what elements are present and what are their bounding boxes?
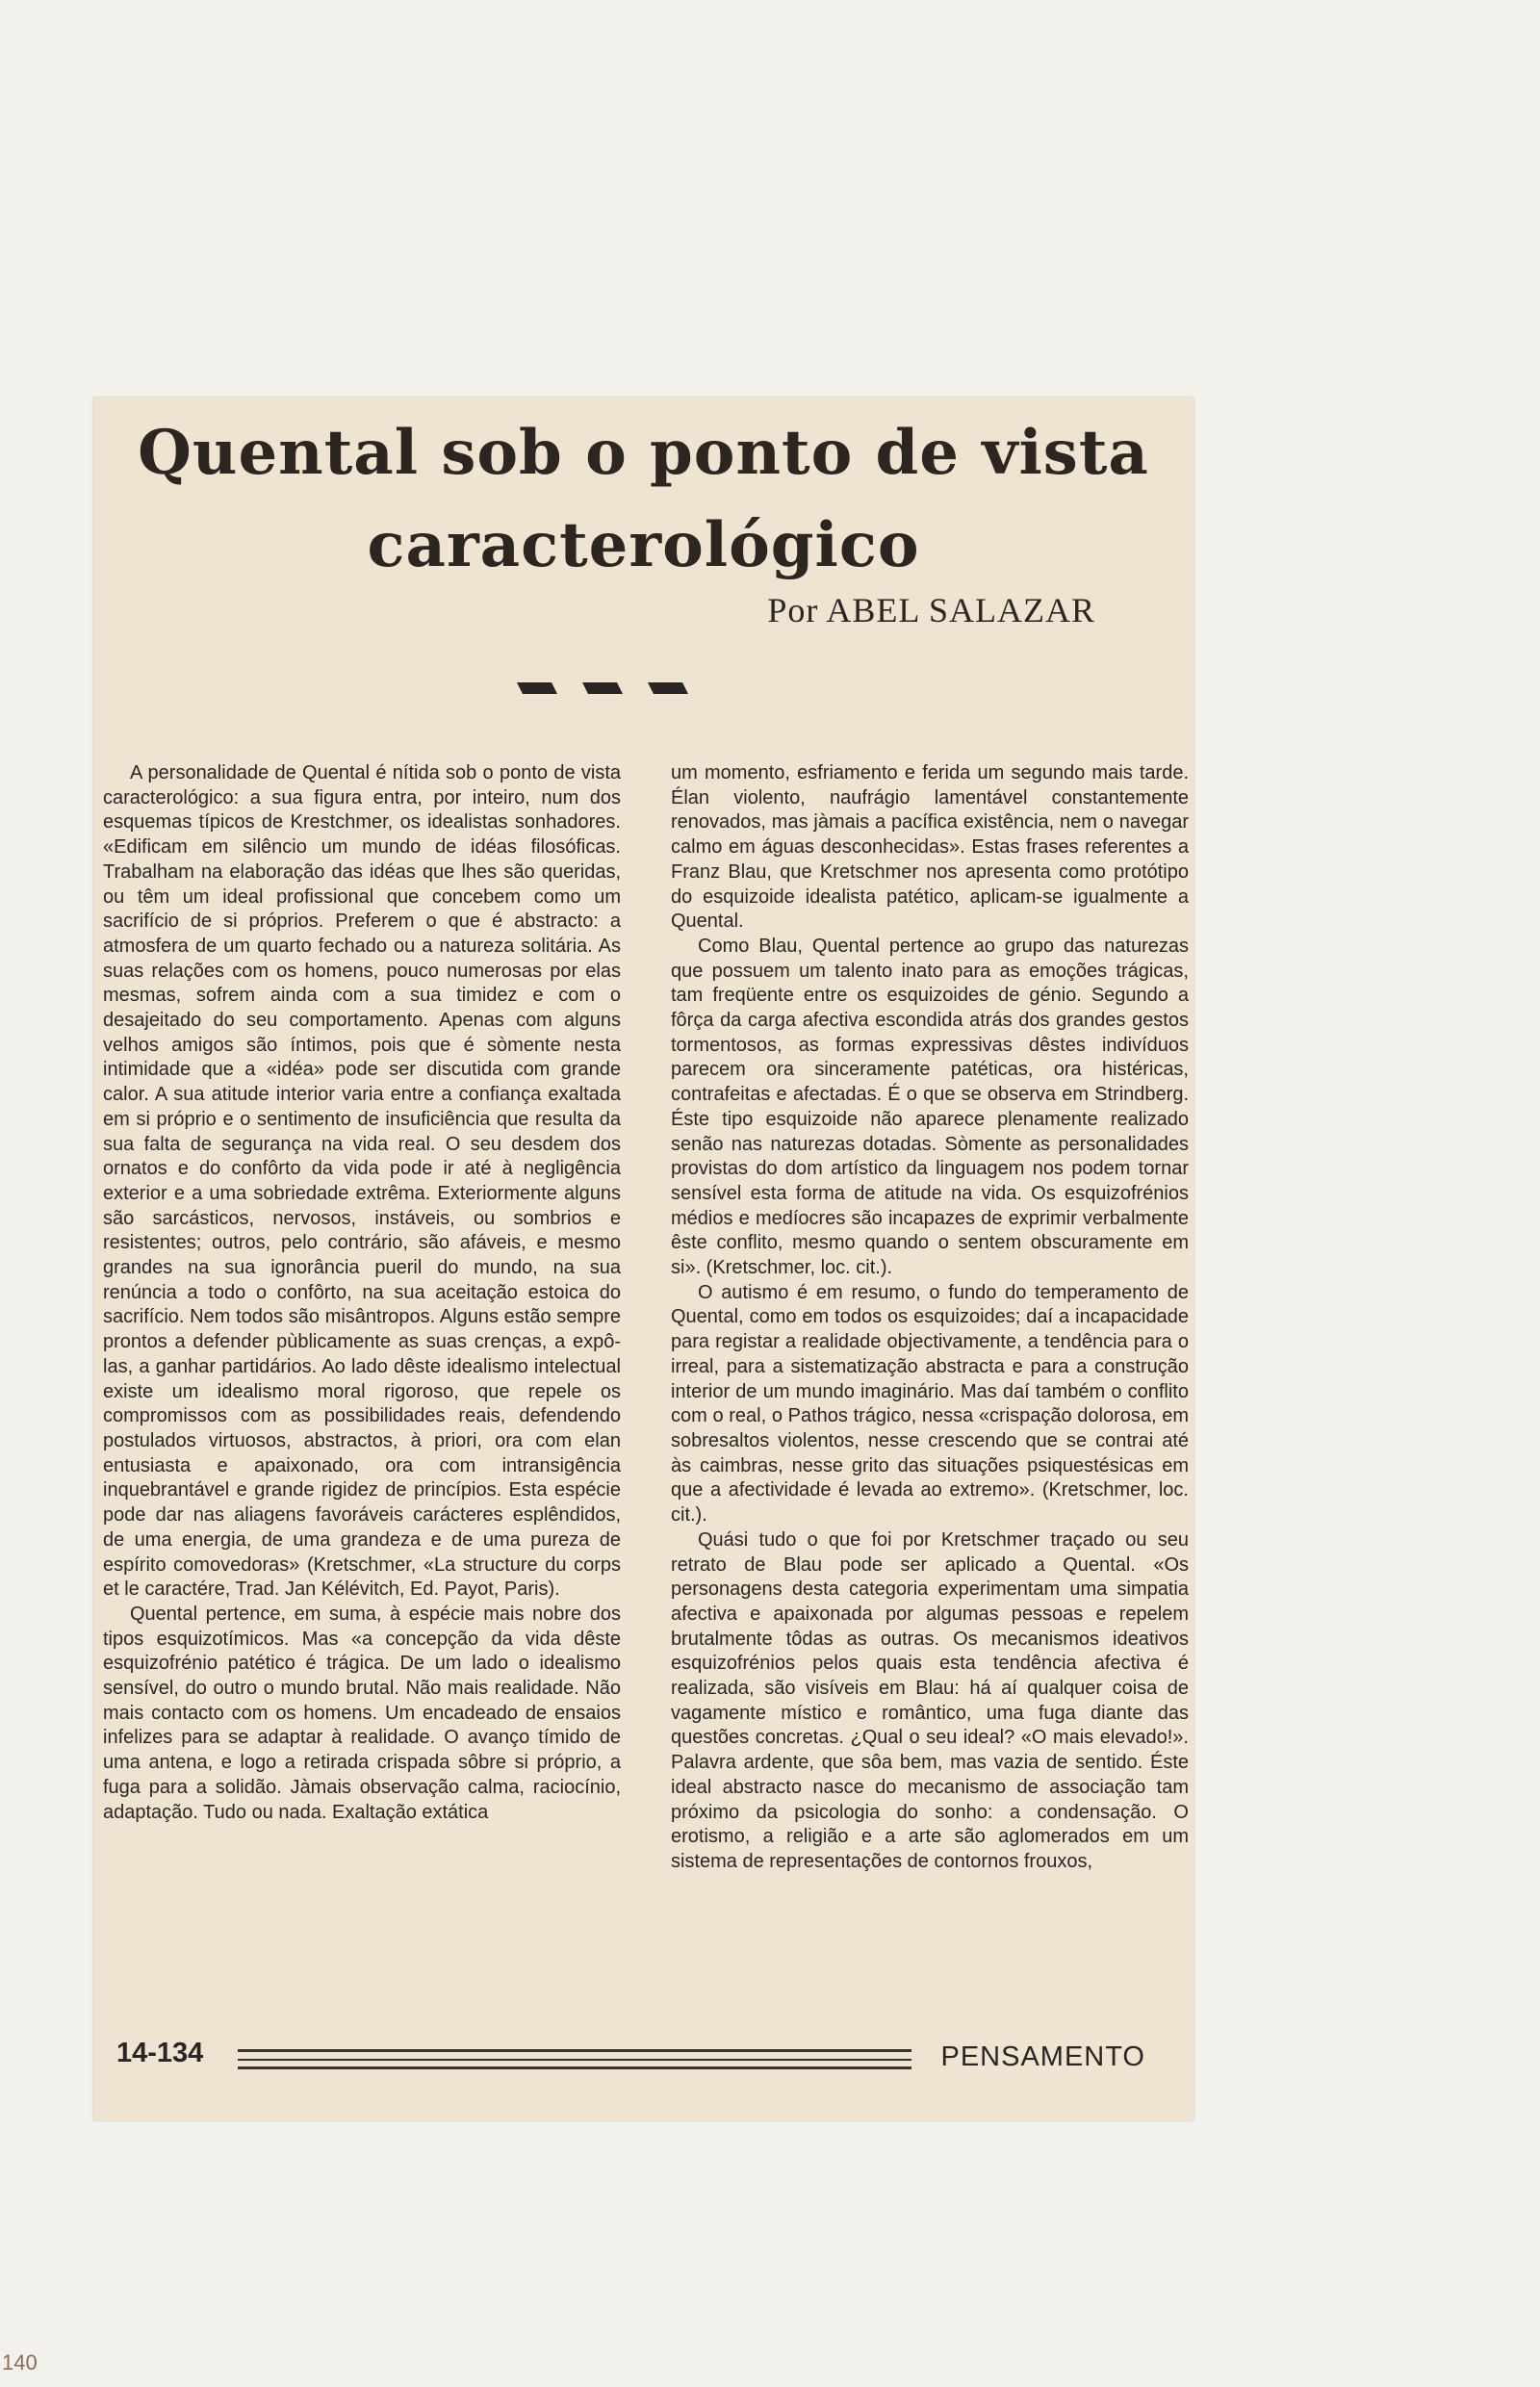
footer-rule [238,2066,911,2069]
page-footer [93,2034,1194,2080]
ornament-dash [517,682,557,694]
left-column [103,761,621,1993]
paragraph: Como Blau, Quental pertence ao grupo das naturezas que possuem um talento inato para as emoções trágicas, tam freqüente entre os esquizoides de génio. Segundo a fôrça da carga afectiva escondida atrás dos grandes gestos tormentosos, as formas expressivas dêstes indivíduos parecem ora sinceramente patéticas, ora histéricas, contrafeitas e afectadas. É o que se observa em Strindberg. Éste tipo esquizoide não aparece plenamente realizado senão nas naturezas dotadas. Sòmente as personalidades provistas do dom artístico da linguagem nos podem tornar sensível esta forma de atitude na vida. Os esquizofrénios médios e medíocres são incapazes de exprimir verbalmente êste conflito, mesmo quando o sentem obscuramente em si». (Kretschmer, loc. cit.). [671,935,1189,1279]
title-line-2: caracterológico [367,509,920,581]
ornament-dashes [517,679,690,698]
article-byline: Por ABEL SALAZAR [767,591,1095,629]
archive-number: 140 [2,2350,38,2374]
paragraph: um momento, esfriamento e ferida um segundo mais tarde. Élan violento, naufrágio lamentável constantemente renovados, mas jàmais a pacífica existência, nem o navegar calmo em águas desconhecidas». Estas frases referentes a Franz Blau, que Kretschmer nos apresenta como protótipo do esquizoide idealista patético, aplicam-se igualmente a Quental. [671,762,1189,933]
magazine-name: PENSAMENTO [940,2041,1145,2072]
paragraph: Quási tudo o que foi por Kretschmer traçado ou seu retrato de Blau pode ser aplicado a Quental. «Os personagens desta categoria experimentam uma simpatia afectiva e apaixonada por algumas pessoas e repelem brutalmente tôdas as outras. Os mecanismos ideativos esquizofrénios pelos quais esta tendência afectiva é realizada, são visíveis em Blau: há aí qualquer coisa de vagamente místico e romântico, uma fuga diante das questões concretas. ¿Qual o seu ideal? «O mais elevado!». Palavra ardente, que sôa bem, mas vazia de sentido. Éste ideal abstracto nasce do mecanismo de associação tam próximo da psicologia do sonho: a condensação. O erotismo, a religião e a arte são aglomerados em um sistema de representações de contornos frouxos, [671,1528,1189,1872]
paragraph: A personalidade de Quental é nítida sob o ponto de vista caracterológico: a sua figura entra, por inteiro, num dos esquemas típicos de Krestchmer, os idealistas sonhadores. «Edificam em silêncio um mundo de idéas filosóficas. Trabalham na elaboração das idéas que lhes são queridas, ou têm um ideal profissional que concebem como um sacrifício de si próprios. Preferem o que é abstracto: a atmosfera de um quarto fechado ou a natureza solitária. As suas relações com os homens, pouco numerosas por elas mesmas, sofrem ainda com a sua timidez e com o desajeitado do seu comportamento. Apenas com alguns velhos amigos são íntimos, pois que é sòmente nesta intimidade que a «idéa» pode ser discutida com grande calor. A sua atitude interior varia entre a confiança exaltada em si próprio e o sentimento de insuficiência que resulta da sua falta de segurança na vida real. O seu desdem dos ornatos e do confôrto da vida pode ir até à negligência exterior e a uma sobriedade extrêma. Exteriormente alguns são sarcásticos, nervosos, instáveis, ou sombrios e resistentes; outros, pelo contrário, são afáveis, e mesmo grandes na sua ignorância pueril do mundo, na sua renúncia a todo o confôrto, na sua aceitação estoica do sacrifício. Nem todos são misântropos. Alguns estão sempre prontos a defender pùblicamente as suas crenças, a expô-las, a ganhar partidários. Ao lado dêste idealismo intelectual existe um idealismo moral rigoroso, que repele os compromissos com as possibilidades reais, defendendo postulados virtuosos, abstractos, à priori, ora com elan entusiasta e apaixonado, ora com intransigência inquebrantável e grande rigidez de princípios. Esta espécie pode dar nas aliagens favoráveis carácteres esplêndidos, de uma energia, de uma grandeza e de uma pureza de espírito comovedoras» (Kretschmer, «La structure du corps et le caractére, Trad. Jan Kélévitch, Ed. Payot, Paris). [103,762,621,1601]
newspaper-clipping [93,398,1194,2120]
title-line-1: Quental sob o ponto de vista [138,417,1149,489]
ornament-dash [648,682,688,694]
paragraph: O autismo é em resumo, o fundo do temperamento de Quental, como em todos os esquizoides; daí a incapacidade para registar a realidade objectivamente, a tendência para o irreal, para a sistematização abstracta e para a construção interior de um mundo imaginário. Mas daí também o conflito com o real, o Pathos trágico, nessa «crispação dolorosa, em sobresaltos violentos, nesse crescendo que se contrai até às caimbras, nesse grito das situações psiquestésicas em que a afectividade é levada ao extremo». (Kretschmer, loc. cit.). [671,1281,1189,1527]
article-title [93,407,1194,592]
footer-rule [238,2059,911,2061]
page-number: 14-134 [116,2038,204,2068]
paragraph: Quental pertence, em suma, à espécie mais nobre dos tipos esquizotímicos. Mas «a concepção da vida dêste esquizofrénio patético é trágica. De um lado o idealismo sensível, do outro o mundo brutal. Não mais realidade. Não mais contacto com os homens. Um encadeado de ensaios infelizes para se adaptar à realidade. O avanço tímido de uma antena, e logo a retirada crispada sôbre si próprio, a fuga para a solidão. Jàmais observação calma, raciocínio, adaptação. Tudo ou nada. Exaltação extática [103,1603,621,1823]
footer-rule [238,2049,911,2052]
right-column [671,761,1189,1993]
ornament-dash [582,682,623,694]
